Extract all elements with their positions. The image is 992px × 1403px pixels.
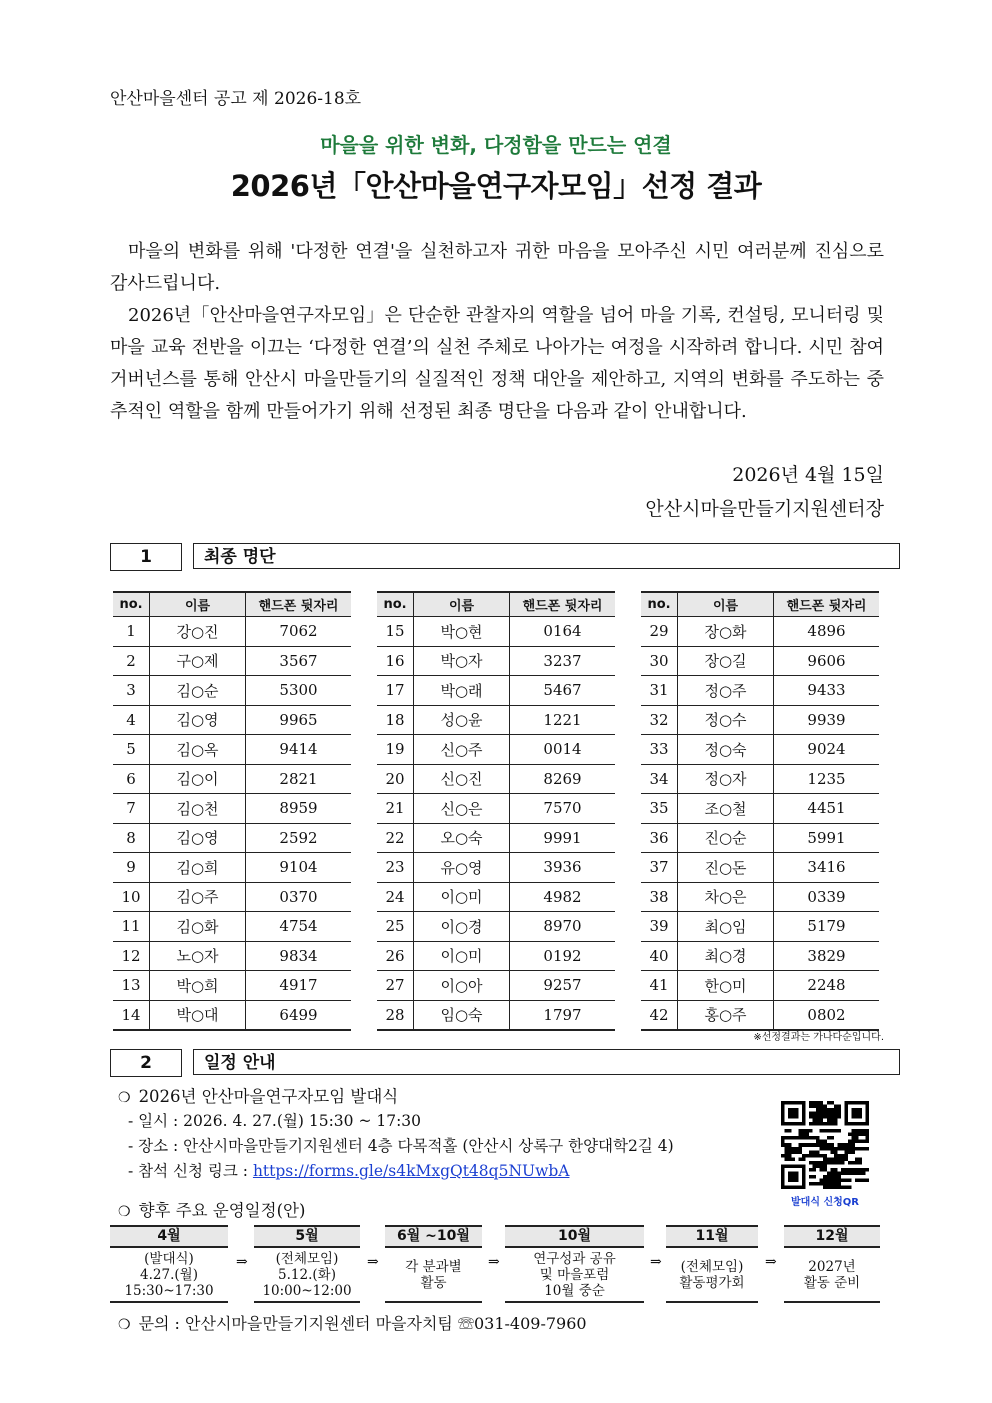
- bullet-icon: ❍: [118, 1204, 131, 1220]
- member-name: 장○길: [678, 646, 774, 676]
- member-name: 정○수: [678, 705, 774, 735]
- member-name: 김○희: [150, 853, 246, 883]
- member-name: 임○숙: [414, 1000, 510, 1030]
- arrow-icon: ⇒: [650, 1254, 662, 1270]
- row-number: 6: [113, 764, 150, 794]
- row-number: 32: [641, 705, 678, 735]
- member-name: 이○아: [414, 971, 510, 1001]
- phone-last-digits: 4982: [510, 882, 616, 912]
- phone-last-digits: 8959: [246, 794, 352, 824]
- member-name: 차○은: [678, 882, 774, 912]
- column-header: 핸드폰 뒷자리: [510, 592, 616, 617]
- member-name: 박○대: [150, 1000, 246, 1030]
- member-name: 장○화: [678, 617, 774, 647]
- schedule-item: [110, 1225, 228, 1303]
- phone-last-digits: 3416: [774, 853, 880, 883]
- ceremony-heading: [118, 1083, 398, 1107]
- ceremony-heading-text: 2026년 안산마을연구자모임 발대식: [138, 1087, 399, 1106]
- row-number: 25: [377, 912, 414, 942]
- member-name: 신○주: [414, 735, 510, 765]
- schedule-detail: 2027년 활동 준비: [784, 1248, 880, 1303]
- member-name: 유○영: [414, 853, 510, 883]
- row-number: 18: [377, 705, 414, 735]
- phone-last-digits: 9965: [246, 705, 352, 735]
- column-header: 핸드폰 뒷자리: [246, 592, 352, 617]
- column-header: 핸드폰 뒷자리: [774, 592, 880, 617]
- row-number: 4: [113, 705, 150, 735]
- row-number: 40: [641, 941, 678, 971]
- phone-last-digits: 5300: [246, 676, 352, 706]
- row-number: 15: [377, 617, 414, 647]
- schedule-detail: (발대식) 4.27.(월) 15:30~17:30: [110, 1248, 228, 1303]
- row-number: 16: [377, 646, 414, 676]
- column-header: no.: [377, 592, 414, 617]
- row-number: 31: [641, 676, 678, 706]
- member-name: 이○경: [414, 912, 510, 942]
- phone-last-digits: 0339: [774, 882, 880, 912]
- phone-last-digits: 0802: [774, 1000, 880, 1030]
- member-name: 박○래: [414, 676, 510, 706]
- member-name: 구○제: [150, 646, 246, 676]
- table-row: [113, 794, 351, 824]
- row-number: 3: [113, 676, 150, 706]
- section-2-title: 일정 안내: [193, 1049, 900, 1075]
- subtitle: 마을을 위한 변화, 다정함을 만드는 연결: [320, 133, 672, 157]
- phone-last-digits: 9606: [774, 646, 880, 676]
- row-number: 8: [113, 823, 150, 853]
- table-row: [641, 941, 879, 971]
- table-row: [377, 823, 615, 853]
- table-row: [113, 912, 351, 942]
- table-row: [113, 617, 351, 647]
- schedule-heading-text: 향후 주요 운영일정(안): [138, 1201, 306, 1220]
- row-number: 13: [113, 971, 150, 1001]
- column-header: 이름: [678, 592, 774, 617]
- table-row: [377, 971, 615, 1001]
- member-name: 김○옥: [150, 735, 246, 765]
- table-row: [377, 705, 615, 735]
- table-row: [377, 676, 615, 706]
- phone-last-digits: 9939: [774, 705, 880, 735]
- row-number: 10: [113, 882, 150, 912]
- member-name: 성○윤: [414, 705, 510, 735]
- table-row: [641, 676, 879, 706]
- member-name: 오○숙: [414, 823, 510, 853]
- row-number: 29: [641, 617, 678, 647]
- schedule-month: 5월: [254, 1225, 360, 1248]
- phone-last-digits: 0164: [510, 617, 616, 647]
- member-name: 신○진: [414, 764, 510, 794]
- row-number: 26: [377, 941, 414, 971]
- notice-date: 2026년 4월 15일: [732, 464, 884, 486]
- table-row: [377, 941, 615, 971]
- row-number: 17: [377, 676, 414, 706]
- member-name: 박○희: [150, 971, 246, 1001]
- member-name: 신○은: [414, 794, 510, 824]
- phone-last-digits: 9024: [774, 735, 880, 765]
- table-row: [113, 882, 351, 912]
- row-number: 28: [377, 1000, 414, 1030]
- member-name: 박○자: [414, 646, 510, 676]
- phone-last-digits: 2821: [246, 764, 352, 794]
- table-row: [377, 1000, 615, 1030]
- schedule-month: 10월: [505, 1225, 644, 1248]
- schedule-item: [254, 1225, 360, 1303]
- schedule-heading: [118, 1197, 305, 1221]
- qr-code-icon[interactable]: [781, 1101, 869, 1189]
- phone-last-digits: 0192: [510, 941, 616, 971]
- row-number: 24: [377, 882, 414, 912]
- row-number: 11: [113, 912, 150, 942]
- table-row: [641, 764, 879, 794]
- body-paragraph-2: 2026년「안산마을연구자모임」은 단순한 관찰자의 역할을 넘어 마을 기록, 컨설팅, 모니터링 및 마을 교육 전반을 이끄는 ‘다정한 연결’의 실천 주체로 나아가는 여정을 시작하려 합니다. 시민 참여 거버넌스를 통해 안산시 마을만들기의 실질적인 정책 대안을 제안하고, 지역의 변화를 주도하는 중추적인 역할을 함께 만들어가기 위해 선정된 최종 명단을 다음과 같이 안내합니다.: [110, 305, 884, 422]
- table-row: [113, 941, 351, 971]
- table-header-row: [377, 592, 615, 617]
- row-number: 12: [113, 941, 150, 971]
- schedule-detail: (전체모임) 활동평가회: [666, 1248, 758, 1303]
- member-name: 김○순: [150, 676, 246, 706]
- phone-last-digits: 3829: [774, 941, 880, 971]
- row-number: 37: [641, 853, 678, 883]
- member-name: 김○천: [150, 794, 246, 824]
- schedule-detail: 연구성과 공유 및 마을포럼 10월 중순: [505, 1248, 644, 1303]
- schedule-item: [784, 1225, 880, 1303]
- member-name: 이○미: [414, 882, 510, 912]
- phone-last-digits: 2248: [774, 971, 880, 1001]
- section-1-title: 최종 명단: [193, 543, 900, 569]
- row-number: 19: [377, 735, 414, 765]
- table-row: [113, 853, 351, 883]
- phone-last-digits: 6499: [246, 1000, 352, 1030]
- member-name: 강○진: [150, 617, 246, 647]
- phone-last-digits: 9257: [510, 971, 616, 1001]
- phone-last-digits: 1235: [774, 764, 880, 794]
- row-number: 7: [113, 794, 150, 824]
- table-row: [641, 705, 879, 735]
- table-row: [641, 853, 879, 883]
- phone-last-digits: 9104: [246, 853, 352, 883]
- section-2-number: 2: [110, 1049, 182, 1077]
- contact-text: 문의 : 안산시마을만들기지원센터 마을자치팀 ☏031-409-7960: [138, 1314, 587, 1333]
- phone-last-digits: 0370: [246, 882, 352, 912]
- row-number: 14: [113, 1000, 150, 1030]
- bullet-icon: ❍: [118, 1090, 131, 1106]
- phone-last-digits: 9414: [246, 735, 352, 765]
- table-row: [641, 617, 879, 647]
- table-row: [377, 646, 615, 676]
- schedule-detail: 각 분과별 활동: [385, 1248, 482, 1303]
- schedule-item: [666, 1225, 758, 1303]
- phone-last-digits: 3567: [246, 646, 352, 676]
- phone-last-digits: 4754: [246, 912, 352, 942]
- phone-last-digits: 7062: [246, 617, 352, 647]
- member-name: 진○순: [678, 823, 774, 853]
- table-row: [641, 971, 879, 1001]
- table-header-row: [113, 592, 351, 617]
- column-header: 이름: [414, 592, 510, 617]
- phone-last-digits: 7570: [510, 794, 616, 824]
- member-name: 김○이: [150, 764, 246, 794]
- member-name: 이○미: [414, 941, 510, 971]
- row-number: 23: [377, 853, 414, 883]
- table-row: [113, 735, 351, 765]
- member-name: 정○주: [678, 676, 774, 706]
- bullet-icon: ❍: [118, 1317, 131, 1333]
- column-header: 이름: [150, 592, 246, 617]
- row-number: 22: [377, 823, 414, 853]
- column-header: no.: [641, 592, 678, 617]
- table-row: [377, 853, 615, 883]
- phone-last-digits: 5179: [774, 912, 880, 942]
- ceremony-time: - 일시 : 2026. 4. 27.(월) 15:30 ~ 17:30: [128, 1112, 422, 1130]
- schedule-month: 6월 ~10월: [385, 1225, 482, 1248]
- phone-last-digits: 9834: [246, 941, 352, 971]
- schedule-month: 12월: [784, 1225, 880, 1248]
- row-number: 41: [641, 971, 678, 1001]
- arrow-icon: ⇒: [765, 1254, 777, 1270]
- table-row: [641, 735, 879, 765]
- section-1-number: 1: [110, 543, 182, 571]
- row-number: 2: [113, 646, 150, 676]
- schedule-item: [385, 1225, 482, 1303]
- table-row: [113, 676, 351, 706]
- table-row: [377, 794, 615, 824]
- phone-last-digits: 0014: [510, 735, 616, 765]
- member-name: 김○영: [150, 705, 246, 735]
- phone-last-digits: 8970: [510, 912, 616, 942]
- sender: 안산시마을만들기지원센터장: [645, 498, 884, 520]
- row-number: 35: [641, 794, 678, 824]
- column-header: no.: [113, 592, 150, 617]
- table-header-row: [641, 592, 879, 617]
- table-row: [377, 912, 615, 942]
- table-row: [641, 882, 879, 912]
- schedule-month: 4월: [110, 1225, 228, 1248]
- member-name: 진○돈: [678, 853, 774, 883]
- member-name: 김○주: [150, 882, 246, 912]
- member-name: 한○미: [678, 971, 774, 1001]
- qr-caption: 발대식 신청QR: [791, 1197, 859, 1208]
- body-paragraph-1: 마을의 변화를 위해 '다정한 연결'을 실천하고자 귀한 마음을 모아주신 시민 여러분께 진심으로 감사드립니다.: [110, 241, 884, 294]
- table-row: [641, 646, 879, 676]
- row-number: 5: [113, 735, 150, 765]
- row-number: 39: [641, 912, 678, 942]
- table-row: [377, 764, 615, 794]
- member-name: 김○영: [150, 823, 246, 853]
- phone-last-digits: 5467: [510, 676, 616, 706]
- phone-last-digits: 9991: [510, 823, 616, 853]
- phone-last-digits: 9433: [774, 676, 880, 706]
- phone-last-digits: 2592: [246, 823, 352, 853]
- row-number: 33: [641, 735, 678, 765]
- schedule-item: [505, 1225, 644, 1303]
- ceremony-place: - 장소 : 안산시마을만들기지원센터 4층 다목적홀 (안산시 상록구 한양대학2길 4): [128, 1137, 674, 1155]
- member-name: 김○화: [150, 912, 246, 942]
- footnote: ※선정결과는 가나다순입니다.: [753, 1032, 884, 1043]
- member-name: 조○철: [678, 794, 774, 824]
- row-number: 42: [641, 1000, 678, 1030]
- table-row: [641, 823, 879, 853]
- table-row: [641, 912, 879, 942]
- row-number: 20: [377, 764, 414, 794]
- phone-last-digits: 1221: [510, 705, 616, 735]
- name-table-3: [641, 591, 879, 1031]
- table-row: [113, 1000, 351, 1030]
- table-row: [113, 764, 351, 794]
- row-number: 27: [377, 971, 414, 1001]
- phone-last-digits: 5991: [774, 823, 880, 853]
- table-row: [113, 823, 351, 853]
- ceremony-link[interactable]: https://forms.gle/s4kMxgQt48q5NUwbA: [252, 1162, 570, 1180]
- member-name: 박○현: [414, 617, 510, 647]
- table-row: [641, 1000, 879, 1030]
- member-name: 노○자: [150, 941, 246, 971]
- phone-last-digits: 4896: [774, 617, 880, 647]
- ceremony-link-label: - 참석 신청 링크 :: [128, 1162, 253, 1180]
- member-name: 최○임: [678, 912, 774, 942]
- table-row: [377, 617, 615, 647]
- row-number: 1: [113, 617, 150, 647]
- row-number: 34: [641, 764, 678, 794]
- member-name: 정○자: [678, 764, 774, 794]
- name-table-2: [377, 591, 615, 1031]
- row-number: 36: [641, 823, 678, 853]
- ceremony-link-line: [128, 1159, 569, 1181]
- arrow-icon: ⇒: [488, 1254, 500, 1270]
- schedule-detail: (전체모임) 5.12.(화) 10:00~12:00: [254, 1248, 360, 1303]
- body-text: [110, 236, 884, 428]
- table-row: [377, 735, 615, 765]
- phone-last-digits: 1797: [510, 1000, 616, 1030]
- member-name: 정○숙: [678, 735, 774, 765]
- member-name: 홍○주: [678, 1000, 774, 1030]
- arrow-icon: ⇒: [367, 1254, 379, 1270]
- schedule-month: 11월: [666, 1225, 758, 1248]
- table-row: [377, 882, 615, 912]
- contact-line: [118, 1311, 587, 1334]
- row-number: 9: [113, 853, 150, 883]
- phone-last-digits: 3936: [510, 853, 616, 883]
- member-name: 최○경: [678, 941, 774, 971]
- phone-last-digits: 8269: [510, 764, 616, 794]
- notice-number: 안산마을센터 공고 제 2026-18호: [110, 89, 362, 109]
- name-table-1: [113, 591, 351, 1031]
- arrow-icon: ⇒: [236, 1254, 248, 1270]
- table-row: [113, 646, 351, 676]
- table-row: [113, 705, 351, 735]
- phone-last-digits: 4451: [774, 794, 880, 824]
- row-number: 38: [641, 882, 678, 912]
- phone-last-digits: 3237: [510, 646, 616, 676]
- row-number: 21: [377, 794, 414, 824]
- table-row: [113, 971, 351, 1001]
- page-title: 2026년「안산마을연구자모임」선정 결과: [230, 169, 762, 203]
- table-row: [641, 794, 879, 824]
- row-number: 30: [641, 646, 678, 676]
- phone-last-digits: 4917: [246, 971, 352, 1001]
